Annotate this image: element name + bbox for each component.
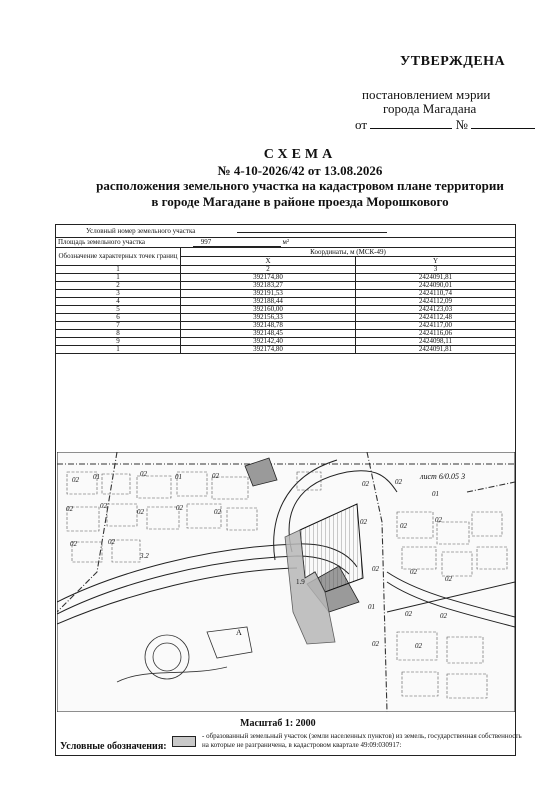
x-cell: 392188,44: [181, 298, 356, 306]
y-cell: 2424117,00: [356, 322, 516, 330]
cadastral-number-row: [56, 225, 516, 238]
schema-number-date: № 4-10-2026/42 от 13.08.2026: [217, 163, 383, 178]
parcel-label: 02: [405, 610, 412, 618]
x-cell: 392142,40: [181, 338, 356, 346]
parcel-label: 02: [440, 612, 447, 620]
road-label: 3.2: [140, 552, 149, 560]
legend-text: - образованный земельный участок (земли населенных пунктов) из земель, государственная собственность на которые не разграничена, в кадастровом квартале 49:09:030917:: [202, 732, 522, 749]
point-cell: 2: [56, 282, 181, 290]
parcel-label: 01: [432, 490, 439, 498]
y-cell: 2424112,48: [356, 314, 516, 322]
x-cell: 392148,78: [181, 322, 356, 330]
area-value: 997: [193, 239, 281, 247]
y-cell: 2424112,09: [356, 298, 516, 306]
column-number: 1: [56, 266, 181, 274]
parcel-label: 02: [214, 508, 221, 516]
parcel-label: 02: [445, 575, 452, 583]
x-cell: 392156,33: [181, 314, 356, 322]
sheet-label: [420, 472, 465, 481]
x-cell: 392183,27: [181, 282, 356, 290]
y-cell: 2424110,74: [356, 290, 516, 298]
point-cell: 1: [56, 274, 181, 282]
x-column-header: X: [181, 257, 356, 266]
column-number: 2: [181, 266, 356, 274]
parcel-label: 02: [395, 478, 402, 486]
from-label: от: [355, 117, 368, 132]
map-scale: Масштаб 1: 2000: [240, 718, 316, 729]
number-blank: [471, 118, 535, 129]
header-row-1: [56, 248, 516, 257]
parcel-label: 02: [70, 540, 77, 548]
parcel-label: 02: [108, 538, 115, 546]
area-label: Площадь земельного участка: [58, 237, 146, 246]
schema-title: СХЕМА: [263, 147, 337, 162]
y-cell: 2424116,06: [356, 330, 516, 338]
approved-line-2: города Магадана: [383, 101, 477, 116]
y-cell: 2424090,01: [356, 282, 516, 290]
parcel-label: 01: [175, 473, 182, 481]
area-unit: м²: [282, 237, 290, 246]
parcel-label: 02: [415, 642, 422, 650]
parcel-label: 02: [176, 504, 183, 512]
coords-column-header: Координаты, м (МСК-49): [181, 248, 516, 257]
parcel-label: 02: [140, 470, 147, 478]
x-cell: 392160,00: [181, 306, 356, 314]
parcel-label: 01: [93, 473, 100, 481]
schema-description-line-1: расположения земельного участка на кадастровом плане территории: [96, 178, 504, 193]
sheet-suffix: 3: [461, 472, 466, 481]
marker-label: A: [236, 628, 242, 637]
schema-description-line-2: в городе Магадане в районе проезда Морошкового: [151, 194, 449, 209]
parcel-label: 02: [360, 518, 367, 526]
parcel-label: 02: [72, 476, 79, 484]
y-cell: 2424123,03: [356, 306, 516, 314]
y-column-header: Y: [356, 257, 516, 266]
parcel-label: 02: [372, 565, 379, 573]
x-cell: 392191,53: [181, 290, 356, 298]
parcel-label: 02: [137, 508, 144, 516]
table-row: [56, 346, 516, 354]
point-label: 1.9: [296, 578, 305, 586]
parcel-label: 02: [362, 480, 369, 488]
point-cell: 1: [56, 346, 181, 354]
parcel-label: 02: [410, 568, 417, 576]
parcel-label: 02: [212, 472, 219, 480]
point-cell: 7: [56, 322, 181, 330]
point-cell: 9: [56, 338, 181, 346]
cadastral-number-label: Условный номер земельного участка: [86, 226, 196, 235]
y-cell: 2424091,81: [356, 274, 516, 282]
area-row: [56, 238, 516, 248]
point-cell: 5: [56, 306, 181, 314]
approved-date-number-line: [355, 117, 535, 133]
parcel-label: 02: [435, 516, 442, 524]
parcel-label: 02: [66, 505, 73, 513]
coordinates-table: [55, 224, 516, 354]
sheet-fraction: 6/0.05: [438, 472, 460, 481]
legend-title: Условные обозначения:: [60, 741, 167, 752]
parcel-label: 02: [400, 522, 407, 530]
point-cell: 6: [56, 314, 181, 322]
parcel-label: 02: [372, 640, 379, 648]
point-cell: 3: [56, 290, 181, 298]
approved-title: УТВЕРЖДЕНА: [400, 54, 506, 69]
point-cell: 8: [56, 330, 181, 338]
legend-swatch: [172, 736, 196, 747]
cadastral-number-blank: [237, 232, 387, 233]
sheet-word: лист: [420, 472, 437, 481]
parcel-label: 02: [100, 502, 107, 510]
approved-line-1: постановлением мэрии: [362, 87, 491, 102]
parcel-label: 01: [368, 603, 375, 611]
date-blank: [370, 118, 452, 129]
y-cell: 2424091,81: [356, 346, 516, 354]
x-cell: 392174,80: [181, 274, 356, 282]
x-cell: 392148,45: [181, 330, 356, 338]
point-cell: 4: [56, 298, 181, 306]
y-cell: 2424098,11: [356, 338, 516, 346]
point-column-header: Обозначение характерных точек границ: [56, 248, 181, 266]
number-sign: №: [455, 117, 468, 132]
x-cell: 392174,80: [181, 346, 356, 354]
column-number: 3: [356, 266, 516, 274]
